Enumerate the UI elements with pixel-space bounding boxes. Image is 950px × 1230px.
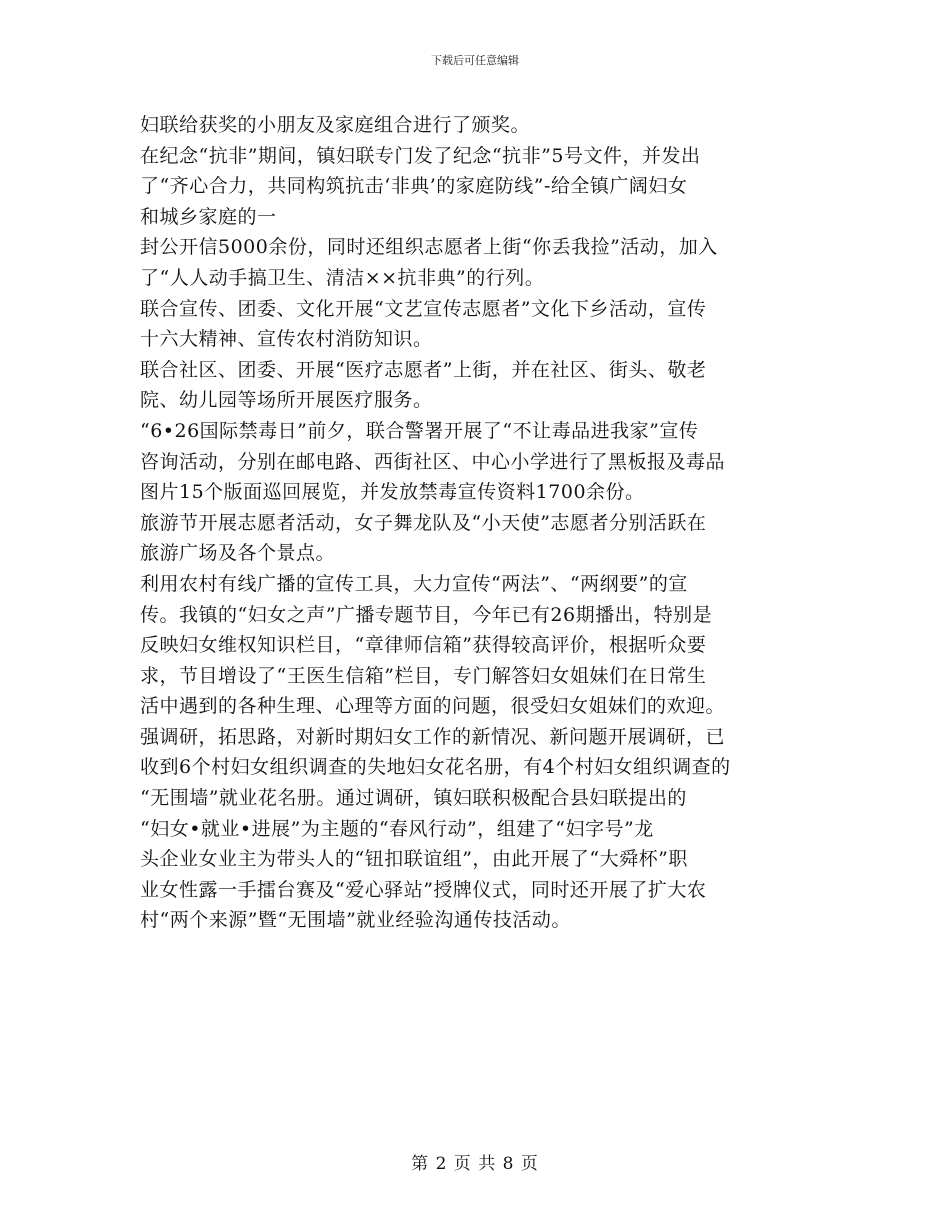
body-line: 妇联给获奖的小朋友及家庭组合进行了颁奖。 bbox=[140, 114, 531, 136]
body-line: 业女性露一手擂台赛及“爱心驿站”授牌仪式，同时还开展了扩大农 bbox=[140, 878, 707, 901]
body-line: 强调研，拓思路，对新时期妇女工作的新情况、新问题开展调研，已 bbox=[140, 725, 726, 748]
body-line: “妇女•就业•进展”为主题的“春风行动”，组建了“妇字号”龙 bbox=[140, 817, 654, 840]
body-line: 十六大精神、宣传农村消防知识。 bbox=[140, 328, 433, 351]
body-line: 村“两个来源”暨“无围墙”就业经验沟通传技活动。 bbox=[140, 909, 571, 932]
document-body bbox=[140, 110, 820, 936]
body-line: 旅游广场及各个景点。 bbox=[140, 542, 336, 565]
body-line: 利用农村有线广播的宣传工具，大力宣传“两法”、“两纲要”的宣 bbox=[140, 572, 688, 595]
body-line: 传。我镇的“妇女之声”广播专题节目，今年已有26期播出，特别是 bbox=[140, 603, 713, 626]
body-line: “6•26国际禁毒日”前夕，联合警署开展了“不让毒品进我家”宣传 bbox=[140, 419, 699, 442]
body-line: “无围墙”就业花名册。通过调研，镇妇联积极配合县妇联提出的 bbox=[140, 787, 687, 810]
page-number: 第 2 页 共 8 页 bbox=[411, 1154, 539, 1174]
body-line: 反映妇女维权知识栏目，“章律师信箱”获得较高评价，根据听众要 bbox=[140, 634, 707, 657]
body-line: 旅游节开展志愿者活动，女子舞龙队及“小天使”志愿者分别活跃在 bbox=[140, 511, 707, 534]
body-line: 了“人人动手搞卫生、清洁××抗非典”的行列。 bbox=[140, 266, 545, 289]
body-line: 联合宣传、团委、文化开展“文艺宣传志愿者”文化下乡活动，宣传 bbox=[140, 297, 707, 320]
body-line: 活中遇到的各种生理、心理等方面的问题，很受妇女姐妹们的欢迎。 bbox=[140, 695, 726, 718]
body-line: 图片15个版面巡回展览，并发放禁毒宣传资料1700余份。 bbox=[140, 481, 645, 504]
body-line: 了“齐心合力，共同构筑抗击‘非典’的家庭防线”-给全镇广阔妇女 bbox=[140, 175, 688, 198]
body-line: 联合社区、团委、开展“医疗志愿者”上街，并在社区、街头、敬老 bbox=[140, 358, 707, 381]
body-line: 在纪念“抗非”期间，镇妇联专门发了纪念“抗非”5号文件，并发出 bbox=[140, 144, 701, 167]
body-line: 咨询活动，分别在邮电路、西街社区、中心小学进行了黑板报及毒品 bbox=[140, 450, 726, 473]
body-line: 院、幼儿园等场所开展医疗服务。 bbox=[140, 389, 433, 412]
body-line: 收到6个村妇女组织调查的失地妇女花名册，有4个村妇女组织调查的 bbox=[140, 756, 731, 779]
body-line: 和城乡家庭的一 bbox=[140, 205, 277, 228]
body-line: 求，节目增设了“王医生信箱”栏目，专门解答妇女姐妹们在日常生 bbox=[140, 664, 707, 687]
body-line: 封公开信5000余份，同时还组织志愿者上街“你丢我捡”活动，加入 bbox=[140, 236, 718, 259]
body-line: 头企业女业主为带头人的“钮扣联谊组”，由此开展了“大舜杯”职 bbox=[140, 848, 688, 871]
page-header-note: 下载后可任意编辑 bbox=[431, 54, 519, 67]
